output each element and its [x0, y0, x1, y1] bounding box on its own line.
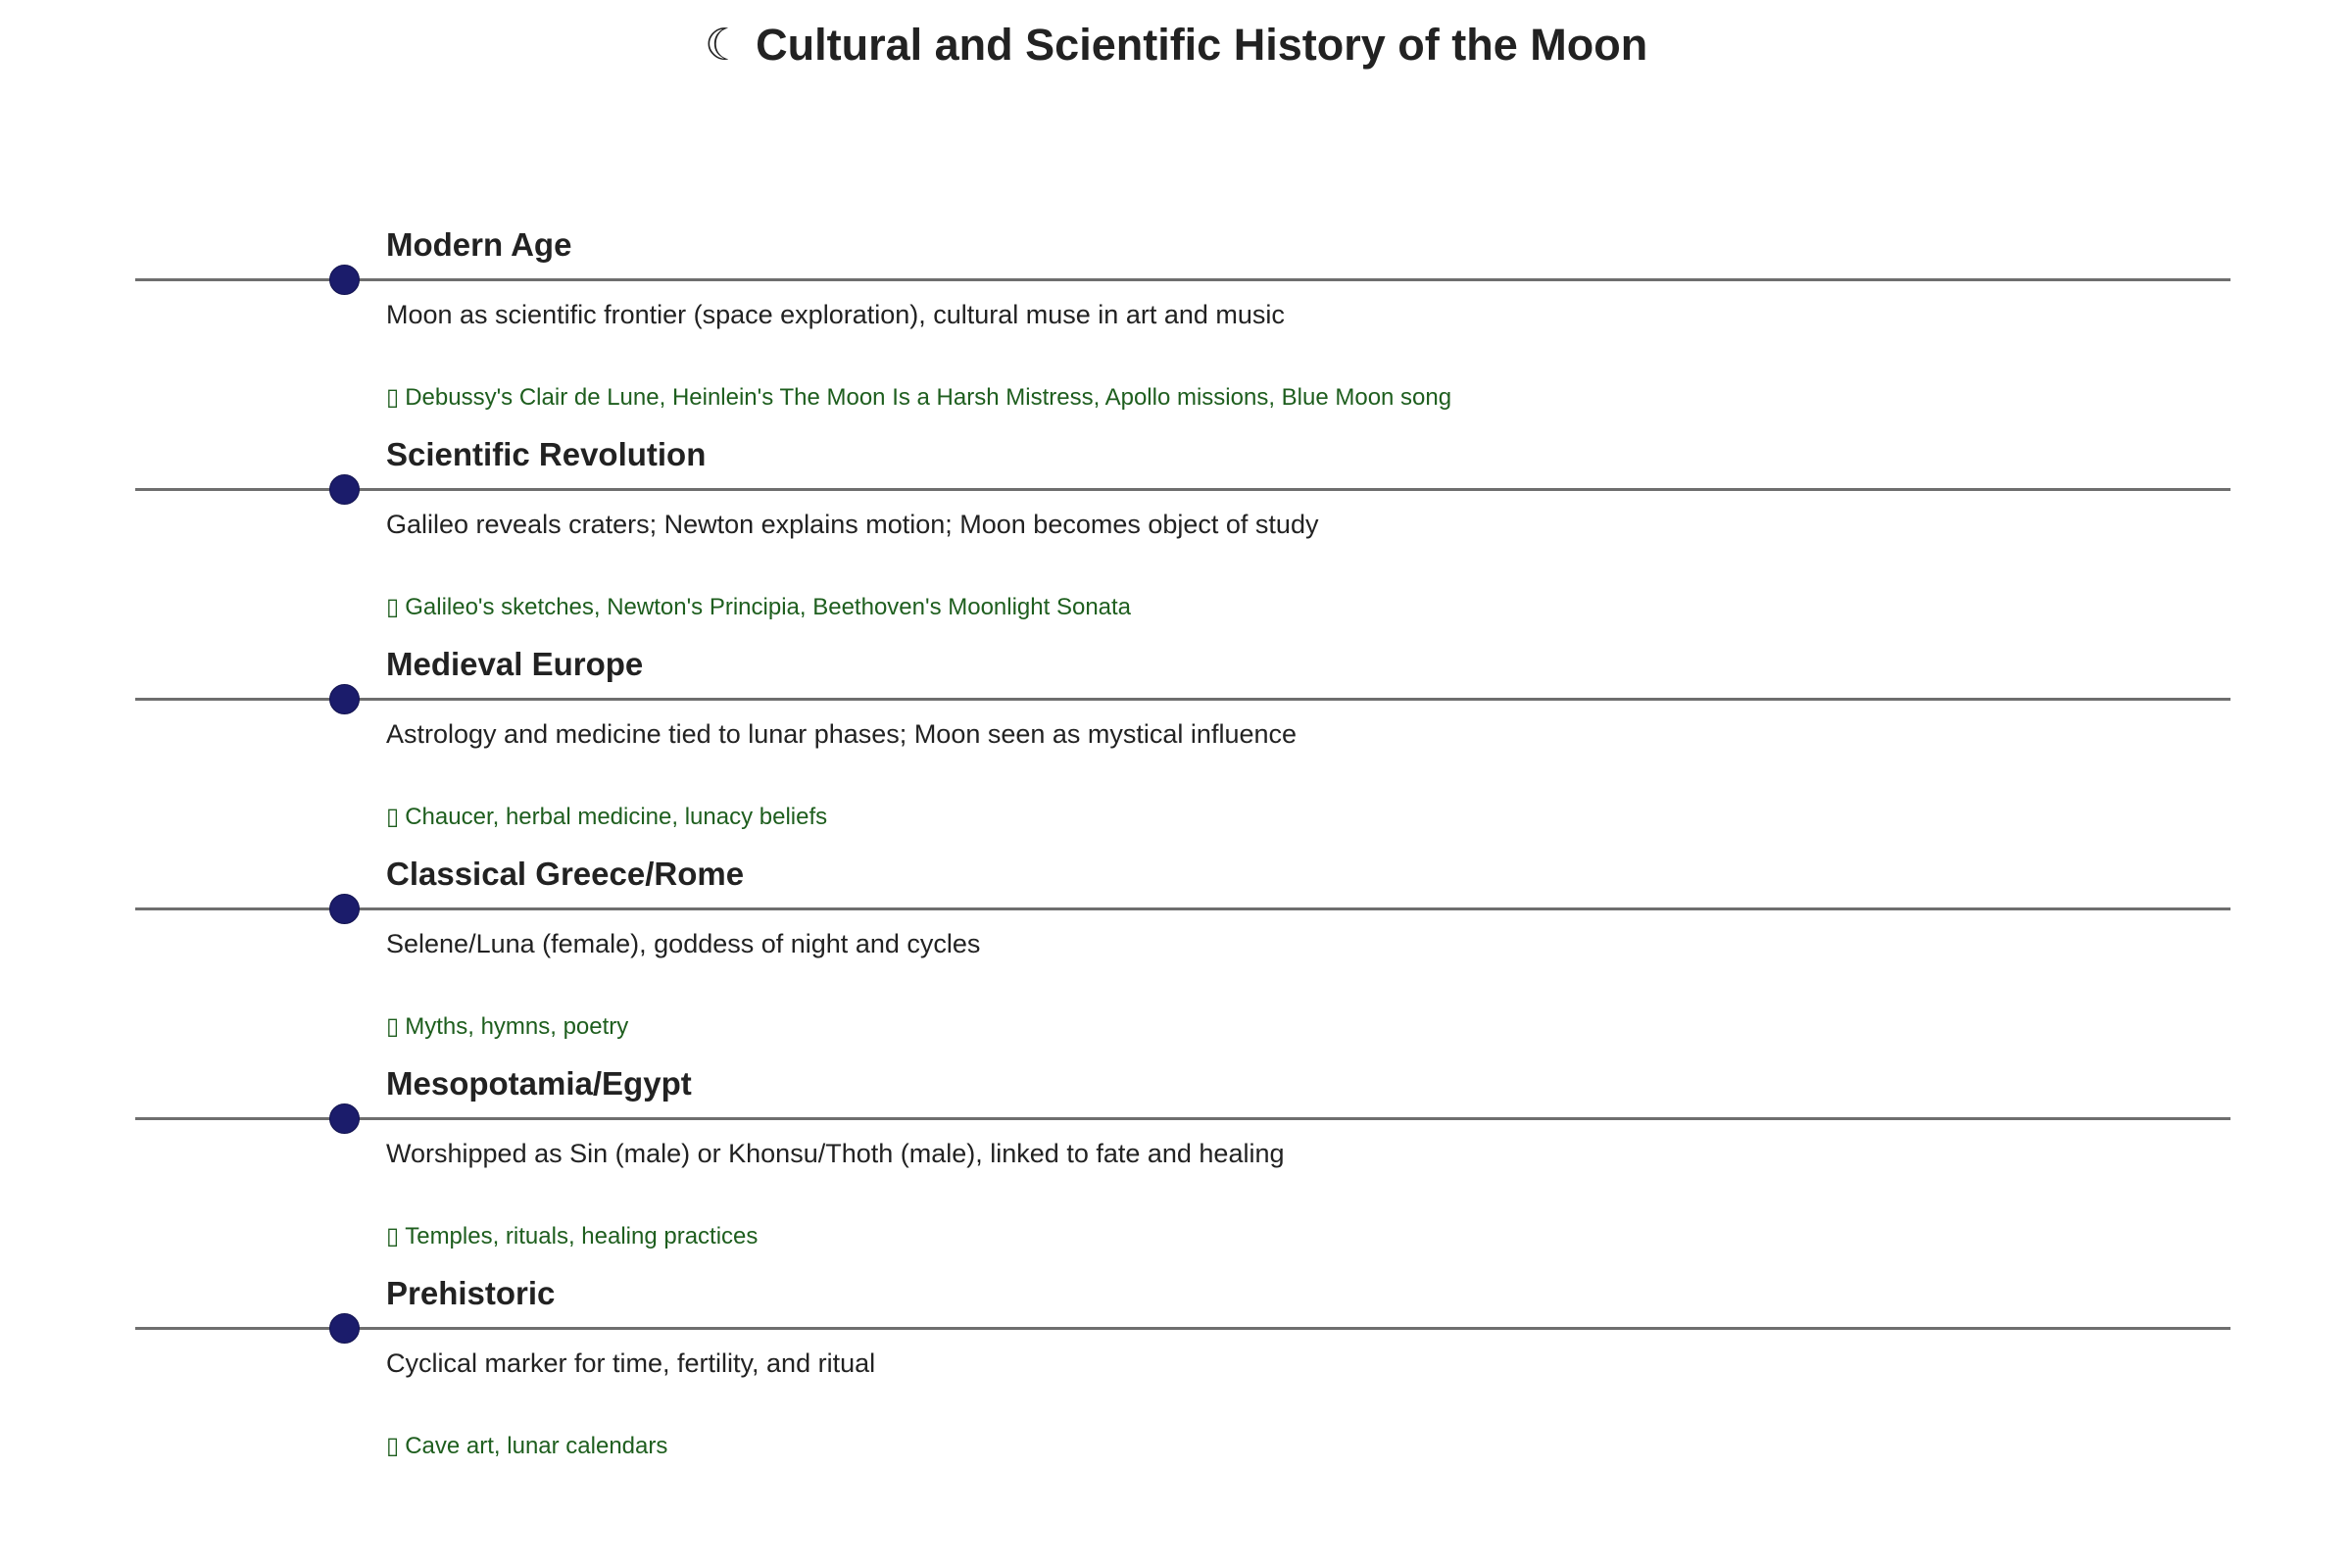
timeline-event [0, 435, 2352, 645]
page-title-text: Cultural and Scientific History of the Moon [756, 20, 1648, 70]
event-description: Astrology and medicine tied to lunar phases; Moon seen as mystical influence [386, 719, 1298, 749]
event-examples-text: Galileo's sketches, Newton's Principia, Beethoven's Moonlight Sonata [405, 594, 1132, 620]
event-examples-text: Temples, rituals, healing practices [405, 1223, 759, 1250]
event-description: Worshipped as Sin (male) or Khonsu/Thoth (male), linked to fate and healing [386, 1139, 1285, 1168]
timeline-line [135, 488, 2230, 491]
event-description: Galileo reveals craters; Newton explains motion; Moon becomes object of study [386, 510, 1319, 539]
timeline-marker [329, 474, 360, 505]
book-icon: ▯ [386, 803, 400, 830]
timeline-line [135, 1327, 2230, 1330]
book-icon: ▯ [386, 1222, 400, 1250]
event-examples [386, 1221, 758, 1251]
book-icon: ▯ [386, 1012, 400, 1040]
event-era: Scientific Revolution [386, 436, 707, 472]
book-icon: ▯ [386, 1432, 400, 1459]
event-examples [386, 382, 1451, 413]
event-examples [386, 802, 827, 832]
event-era: Modern Age [386, 226, 572, 263]
event-examples [386, 1431, 667, 1461]
timeline-marker [329, 684, 360, 714]
event-era: Mesopotamia/Egypt [386, 1065, 692, 1102]
timeline-marker [329, 894, 360, 924]
event-era: Medieval Europe [386, 646, 644, 682]
timeline-line [135, 698, 2230, 701]
timeline-line [135, 278, 2230, 281]
timeline-marker [329, 265, 360, 295]
timeline-marker [329, 1313, 360, 1344]
event-examples-text: Cave art, lunar calendars [405, 1433, 668, 1459]
event-examples [386, 1011, 628, 1042]
event-description: Cyclical marker for time, fertility, and ritual [386, 1348, 876, 1378]
event-examples-text: Chaucer, herbal medicine, lunacy beliefs [405, 804, 828, 830]
event-era: Prehistoric [386, 1275, 556, 1311]
timeline-event [0, 855, 2352, 1064]
book-icon: ▯ [386, 383, 400, 411]
timeline-line [135, 907, 2230, 910]
timeline-event [0, 1064, 2352, 1274]
timeline-event [0, 1274, 2352, 1484]
event-description: Selene/Luna (female), goddess of night and cycles [386, 929, 981, 958]
event-description: Moon as scientific frontier (space exploration), cultural muse in art and music [386, 300, 1285, 329]
event-examples-text: Debussy's Clair de Lune, Heinlein's The Moon Is a Harsh Mistress, Apollo missions, Blue Moon song [405, 384, 1452, 411]
book-icon: ▯ [386, 593, 400, 620]
event-era: Classical Greece/Rome [386, 856, 745, 892]
timeline-marker [329, 1103, 360, 1134]
timeline-line [135, 1117, 2230, 1120]
timeline-event [0, 645, 2352, 855]
moon-icon: ☾ [704, 19, 745, 71]
event-examples [386, 592, 1131, 622]
timeline-event [0, 225, 2352, 435]
event-examples-text: Myths, hymns, poetry [405, 1013, 629, 1040]
